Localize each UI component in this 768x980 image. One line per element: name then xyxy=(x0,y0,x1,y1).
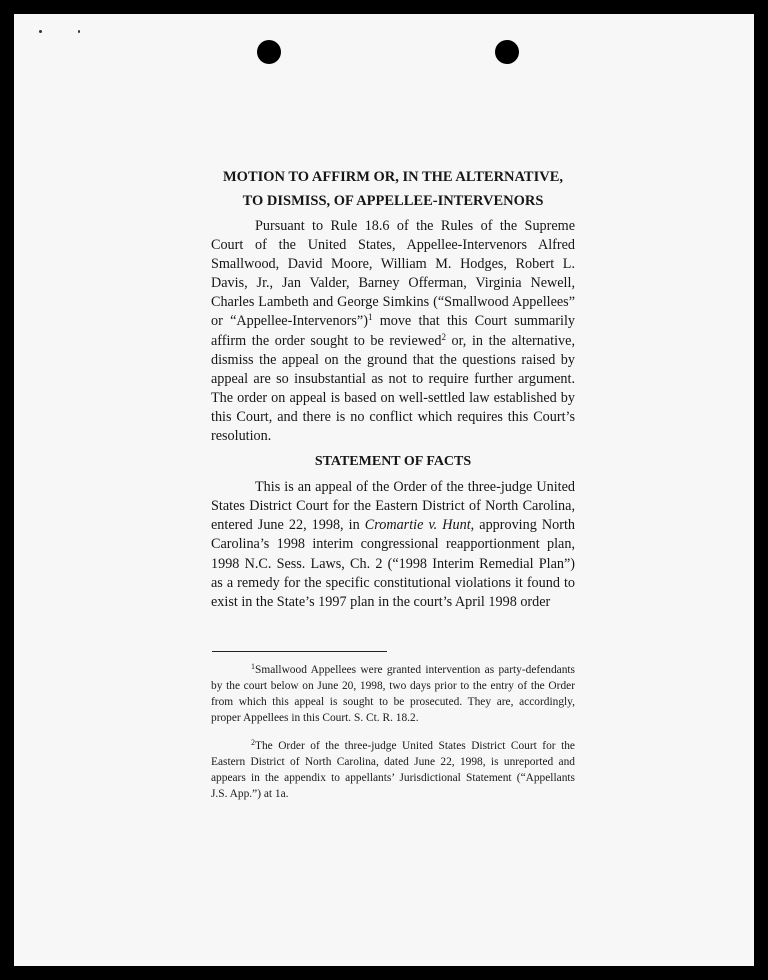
intro-text-b: move that this Court summarily affirm the order sought to be reviewed xyxy=(211,313,575,349)
footnote-ref-2: 2 xyxy=(441,331,446,342)
footnote-1-mark: 1 xyxy=(251,662,255,671)
punch-hole-right xyxy=(495,40,519,64)
footnotes xyxy=(211,662,575,814)
intro-text-c: or, in the alternative, dismiss the appeal on the ground that the questions raised by appeal are so insubstantial as not to require further argument. The order on appeal is based on well-settled law established by this Court, and there is no conflict which requires this Court’s resolution. xyxy=(211,332,575,445)
case-name: Cromartie v. Hunt xyxy=(364,517,471,534)
intro-paragraph xyxy=(211,217,575,446)
title-line-2: TO DISMISS, OF APPELLEE-INTERVENORS xyxy=(242,193,544,209)
document-page xyxy=(14,14,754,966)
section-heading-facts: STATEMENT OF FACTS xyxy=(314,454,472,470)
title-line-1: MOTION TO AFFIRM OR, IN THE ALTERNATIVE, xyxy=(222,169,563,185)
scan-speck xyxy=(78,30,80,33)
footnote-ref-1: 1 xyxy=(367,312,373,323)
main-content xyxy=(211,165,575,612)
footnote-1 xyxy=(211,662,575,726)
facts-text-b: , approving North Carolina’s 1998 interim congressional reapportionment plan, 1998 N.C. Sess. Laws, Ch. 2 (“1998 Interim Remedial Plan”) as a remedy for the specific constitutional violations it found to exist in the State’s 1997 plan in the court’s April 1998 order xyxy=(211,517,575,610)
footnote-1-text: Smallwood Appellees were granted intervention as party-defendants by the court below on June 20, 1998, two days prior to the entry of the Order from which this appeal is sought to be prosecuted. They are, accordingly, proper Appellees in this Court. S. Ct. R. 18.2. xyxy=(211,664,575,724)
punch-hole-left xyxy=(257,40,281,64)
intro-text-a: Pursuant to Rule 18.6 of the Rules of the Supreme Court of the United States, Appellee-Intervenors Alfred Smallwood, David Moore, William M. Hodges, Robert L. Davis, Jr., Jan Valder, Barney Offerman, Virginia Newell, Charles Lambeth and George Simkins (“Smallwood Appellees” or “Appellee-Intervenors”) xyxy=(211,218,575,330)
scan-speck xyxy=(39,30,42,33)
footnote-2-text: The Order of the three-judge United States District Court for the Eastern District of North Carolina, dated June 22, 1998, is unreported and appears in the appendix to appellants’ Jurisdictional Statement (“Appellants J.S. App.”) at 1a. xyxy=(211,740,575,800)
footnote-separator xyxy=(212,651,387,652)
footnote-2 xyxy=(211,738,575,802)
facts-text-a: This is an appeal of the Order of the three-judge United States District Court for the Eastern District of North Carolina, entered June 22, 1998, in xyxy=(211,479,575,534)
footnote-2-mark: 2 xyxy=(251,738,255,747)
facts-paragraph xyxy=(211,478,575,612)
